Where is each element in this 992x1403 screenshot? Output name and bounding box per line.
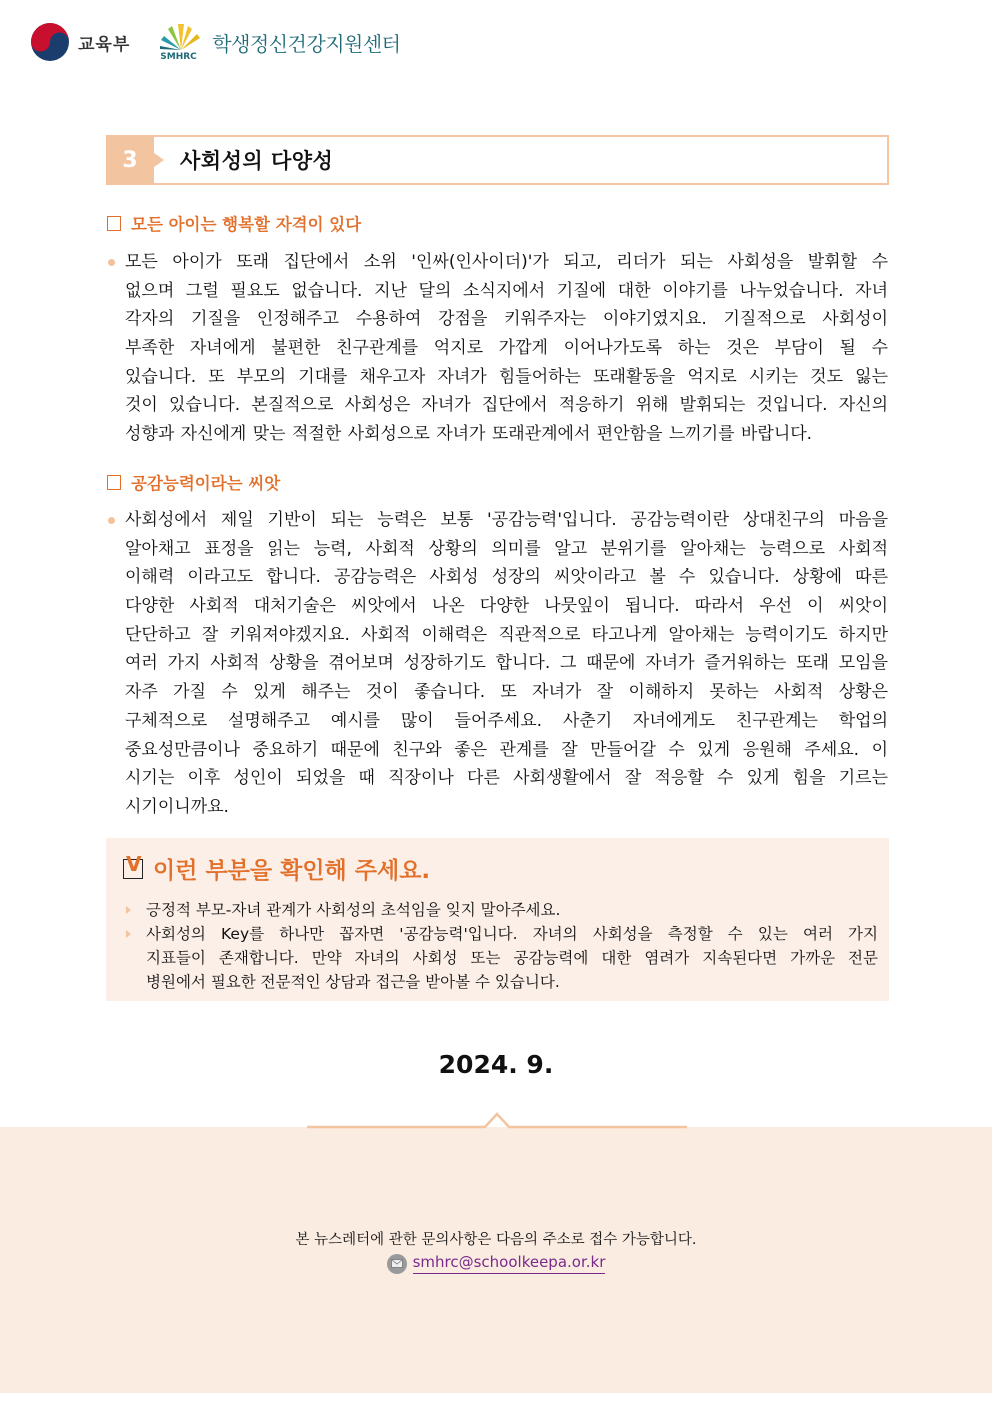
issue-date: 2024. 9. [438, 1050, 554, 1079]
paragraph-line: 없으며 그럴 필요도 없습니다. 지난 달의 소식지에서 기질에 대한 이야기를 나누었습니다. 자녀 [125, 280, 888, 301]
checklist-line: 긍정적 부모-자녀 관계가 사회성의 초석임을 잊지 말아주세요. [146, 901, 561, 919]
ministry-emblem-icon [30, 22, 70, 62]
paragraph-line: 것이 있습니다. 본질적으로 사회성은 자녀가 집단에서 적응하기 위해 발휘되는 것입니다. 자신의 [125, 395, 888, 416]
paragraph-line: 부족한 자녀에게 불편한 친구관계를 억지로 가깝게 이어나가도록 하는 것은 부담이 될 수 [125, 338, 888, 359]
footer-note: 본 뉴스레터에 관한 문의사항은 다음의 주소로 접수 가능합니다. [295, 1232, 697, 1248]
check-mark: V [126, 851, 142, 876]
paragraph-line: 여러 가지 사회적 상황을 겪어보며 성장하기도 합니다. 그 때문에 자녀가 즐거워하는 또래 모임을 [125, 653, 888, 674]
bullet-dot-icon [108, 517, 115, 524]
footer-contact [0, 1253, 992, 1274]
center-name: 학생정신건강지원센터 [212, 31, 401, 56]
paragraph-line: 자주 가질 수 있게 해주는 것이 좋습니다. 또 자녀가 잘 이해하지 못하는 사회적 상황은 [125, 682, 888, 703]
triangle-bullet-icon [126, 930, 131, 938]
footer-divider [0, 1105, 992, 1135]
header-logos [30, 22, 400, 62]
mail-icon [387, 1254, 407, 1274]
paragraph-2 [125, 506, 888, 822]
smhrc-logo-icon [158, 22, 204, 62]
subsection-title: 모든 아이는 행복할 자격이 있다 [131, 215, 362, 234]
center-logo [158, 22, 400, 62]
paragraph-line: 이해력 이라고도 합니다. 공감능력은 사회성 성장의 씨앗이라고 볼 수 있습니다. 상황에 따른 [125, 567, 888, 588]
checklist-item [126, 922, 878, 994]
checklist-panel [106, 838, 889, 1001]
paragraph-line: 단단하고 잘 키워져야겠지요. 사회적 이해력은 직관적으로 타고나게 알아채는 능력이기도 하지만 [125, 624, 888, 645]
paragraph-line: 시기이니까요. [125, 796, 229, 817]
section-number: 3 [106, 135, 154, 185]
paragraph-line: 있습니다. 또 부모의 기대를 채우고자 자녀가 힘들어하는 또래활동을 억지로 시키는 것도 잃는 [125, 366, 888, 387]
paragraph-line: 각자의 기질을 인정해주고 수용하여 강점을 키워주자는 이야기였지요. 기질적으로 사회성이 [125, 309, 888, 330]
paragraph-line: 사회성에서 제일 기반이 되는 능력은 보통 '공감능력'입니다. 공감능력이란 상대친구의 마음을 [125, 510, 888, 530]
section-header [106, 135, 889, 185]
paragraph-line: 모든 아이가 또래 집단에서 소위 '인싸(인사이더)'가 되고, 리더가 되는 사회성을 발휘할 수 [125, 252, 888, 272]
checkbox-checked-icon [123, 851, 143, 879]
bullet-dot-icon [108, 259, 115, 266]
section-title: 사회성의 다양성 [180, 149, 334, 173]
checklist-line: 지표들이 존재합니다. 만약 자녀의 사회성 또는 공감능력에 대한 염려가 지속된다면 가까운 전문 [146, 949, 878, 967]
paragraph-line: 중요성만큼이나 중요하기 때문에 친구와 좋은 관계를 잘 만들어갈 수 있게 응원해 주세요. 이 [125, 739, 888, 760]
square-bullet-icon [107, 216, 121, 231]
checklist-line: 병원에서 필요한 전문적인 상담과 접근을 받아볼 수 있습니다. [146, 973, 560, 991]
email-link[interactable]: smhrc@schoolkeepa.or.kr [413, 1253, 606, 1274]
square-bullet-icon [107, 475, 121, 490]
subsection-heading-1 [107, 211, 361, 235]
paragraph-line: 성향과 자신에게 맞는 적절한 사회성으로 자녀가 또래관계에서 편안함을 느끼기를 바랍니다. [125, 424, 813, 445]
checklist-item [126, 898, 878, 922]
subsection-title: 공감능력이라는 씨앗 [131, 474, 281, 493]
subsection-heading-2 [107, 470, 280, 494]
checklist-tips [126, 898, 878, 994]
paragraph-line: 다양한 사회적 대처기술은 씨앗에서 나온 다양한 나뭇잎이 됩니다. 따라서 우선 이 씨앗이 [125, 596, 888, 617]
paragraph-line: 시기는 이후 성인이 되었을 때 직장이나 다른 사회생활에서 잘 적응할 수 있게 힘을 기르는 [125, 768, 888, 789]
paragraph-1 [125, 248, 888, 449]
paragraph-line: 구체적으로 설명해주고 예시를 많이 들어주세요. 사춘기 자녀에게도 친구관계는 학업의 [125, 710, 888, 731]
paragraph-line: 알아채고 표정을 읽는 능력, 사회적 상황의 의미를 알고 분위기를 알아채는 능력으로 사회적 [125, 538, 888, 559]
smhrc-logo-text: SMHRC [160, 52, 197, 62]
checklist-title: 이런 부분을 확인해 주세요. [153, 858, 431, 884]
checklist-heading [123, 852, 430, 885]
triangle-bullet-icon [126, 906, 131, 914]
checklist-line: 사회성의 Key를 하나만 꼽자면 '공감능력'입니다. 자녀의 사회성을 측정할 수 있는 여러 가지 [146, 925, 878, 943]
ministry-name: 교육부 [78, 34, 131, 55]
